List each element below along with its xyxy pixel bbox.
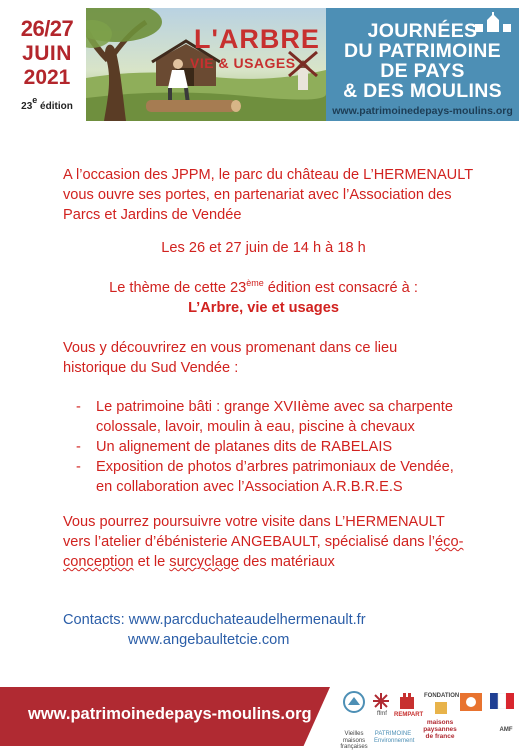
tree-illustration [86, 8, 326, 121]
footer-website[interactable]: www.patrimoinedepays-moulins.org [28, 705, 312, 723]
fondation-logo-label: FONDATION [424, 693, 460, 699]
jppm-line-4: & DES MOULINS [343, 80, 502, 102]
continue-line-1: Vous pourrez poursuivre votre visite dans L’HERMENAULT [63, 514, 445, 530]
list-item: Le patrimoine bâti : grange XVIIème avec sa charpente [96, 399, 453, 415]
bullet-marker: - [76, 459, 81, 475]
fondation-logo-icon [434, 701, 448, 715]
list-item-continuation: colossale, lavoir, moulin à eau, piscine à chevaux [96, 419, 415, 435]
rempart-logo-label: REMPART [394, 712, 424, 718]
partner-logos [330, 687, 527, 751]
theme-title: L’Arbre, vie et usages [188, 300, 339, 316]
jppm-line-1: JOURNÉES [367, 20, 478, 42]
ffmf-logo-label: ffmf [377, 711, 387, 717]
vmf-logo-label: Vieilles maisons françaises [340, 731, 368, 751]
jppm-title-block [326, 8, 519, 121]
continue-line-2: vers l’atelier d’ébénisterie ANGEBAULT, spécialisé dans l’éco- [63, 534, 464, 550]
contacts-line [63, 610, 366, 630]
list-item: Un alignement de platanes dits de RABELAIS [96, 439, 393, 455]
contact-link-angebault[interactable]: www.angebaultetcie.com [128, 632, 290, 648]
discover-line-2: historique du Sud Vendée : [63, 360, 239, 376]
art-title: L'ARBRE [194, 24, 320, 54]
edition-label: 23e édition [21, 95, 73, 112]
date-block [8, 8, 86, 121]
partners-footer [0, 687, 527, 751]
list-item: Exposition de photos d’arbres patrimoniaux de Vendée, [96, 459, 454, 475]
maisons-paysannes-logo-label: maisons paysannes de france [423, 719, 457, 741]
event-banner [8, 8, 519, 121]
date-year: 2021 [23, 66, 71, 89]
banner-website[interactable]: www.patrimoinedepays-moulins.org [332, 105, 513, 117]
bullet-marker: - [76, 439, 81, 455]
amf-logo-label: AMF [499, 727, 513, 733]
date-days: 26/27 [20, 16, 74, 41]
jppm-line-3: DE PAYS [380, 60, 465, 82]
patrimoine-environnement-logo-label: PATRIMOINE Environnement [374, 731, 415, 744]
bullet-marker: - [76, 399, 81, 415]
list-item-continuation: en collaboration avec l’Association A.R.B.R.E.S [96, 479, 403, 495]
event-dates: Les 26 et 27 juin de 14 h à 18 h [161, 240, 366, 256]
intro-line-2: vous ouvre ses portes, en partenariat avec l’Association des [63, 187, 452, 203]
vmf-logo-icon [460, 693, 482, 711]
theme-intro: Le thème de cette 23ème édition est consacré à : [109, 278, 418, 296]
ffmf-logo-icon [370, 691, 392, 711]
contact-link-chateau[interactable]: www.parcduchateaudelhermenault.fr [128, 612, 366, 628]
art-subtitle: VIE & USAGES [190, 55, 296, 71]
republique-logo-icon [490, 693, 514, 709]
contacts-label: Contacts: [63, 612, 125, 628]
jppm-line-2: DU PATRIMOINE [343, 40, 501, 62]
date-month: JUIN [22, 42, 72, 65]
intro-line-3: Parcs et Jardins de Vendée [63, 207, 242, 223]
continue-line-3: conception et le surcyclage des matériaux [63, 554, 335, 570]
rempart-logo-icon [398, 691, 416, 711]
jppm-logo-icon [342, 691, 366, 713]
intro-line-1: A l’occasion des JPPM, le parc du château de L’HERMENAULT [63, 167, 474, 183]
discover-line-1: Vous y découvrirez en vous promenant dans ce lieu [63, 340, 398, 356]
